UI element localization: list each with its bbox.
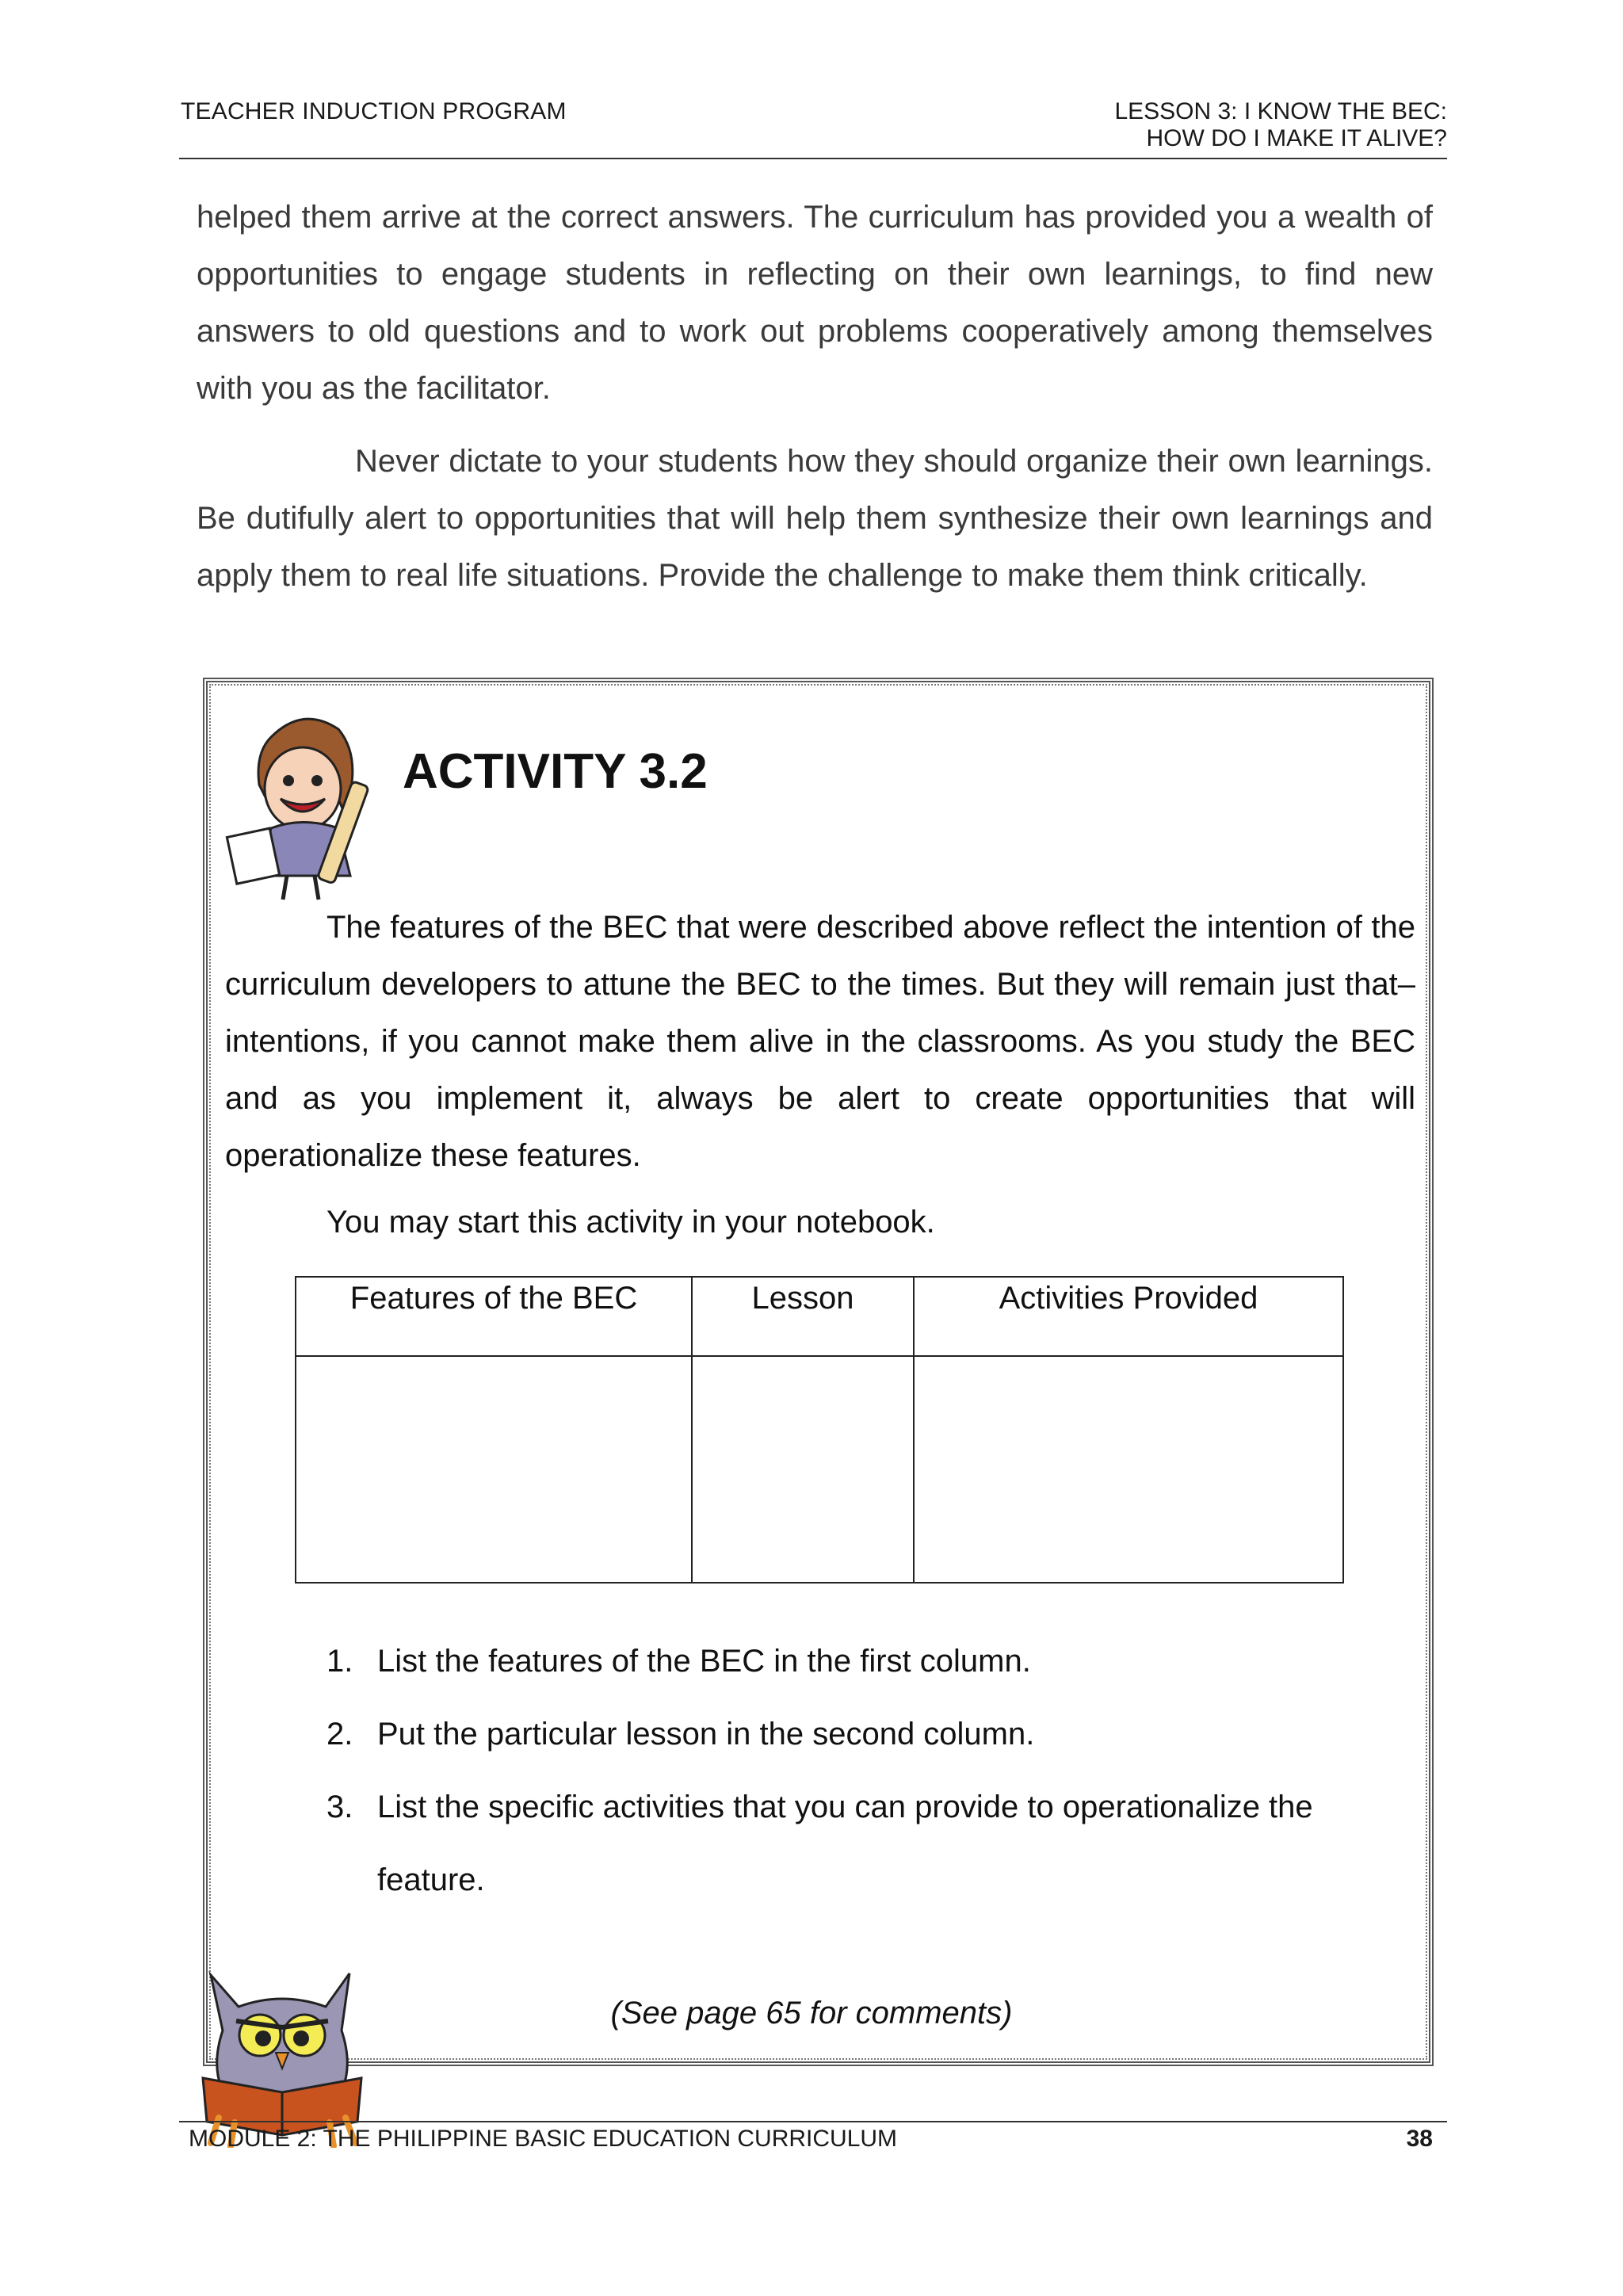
owl-reading-book-icon xyxy=(187,1959,377,2148)
header-lesson-title xyxy=(1114,98,1447,152)
bec-features-table xyxy=(295,1276,1344,1584)
step-number: 3. xyxy=(327,1790,353,1824)
table-row xyxy=(296,1356,1343,1583)
activity-intro: The features of the BEC that were described above reflect the intention of the curriculum developers to attune the BEC to the times. But they will remain just that–intentions, if you cannot make them alive in the classrooms. As you study the BEC and as you implement it, always be alert to create opportunities that will operationalize these features. xyxy=(225,910,1415,1173)
step-text: List the specific activities that you can provide to operationalize the feature. xyxy=(377,1790,1313,1897)
table-cell-lesson[interactable] xyxy=(692,1356,914,1583)
header-lesson-line1: LESSON 3: I KNOW THE BEC: xyxy=(1114,98,1447,124)
table-header-lesson: Lesson xyxy=(692,1277,914,1356)
body-paragraph-2: Never dictate to your students how they should organize their own learnings. Be dutifully alert to opportunities that will help them synthesize their own learnings and apply them to real life situations. Provide the challenge to make them think critically. xyxy=(197,444,1433,593)
body-paragraph-1: helped them arrive at the correct answers. The curriculum has provided you a wealth of opportunities to engage students in reflecting on their own learnings, to find new answers to old questions and to work out problems cooperatively among themselves with you as the facilitator. xyxy=(197,200,1433,406)
activity-title: ACTIVITY 3.2 xyxy=(403,744,708,799)
step-number: 1. xyxy=(327,1644,353,1679)
list-item xyxy=(327,1625,1396,1698)
see-page-note: (See page 65 for comments) xyxy=(610,1996,1013,2030)
step-text: Put the particular lesson in the second column. xyxy=(377,1717,1035,1752)
list-item xyxy=(327,1771,1396,1916)
table-header-features: Features of the BEC xyxy=(296,1277,692,1356)
activity-instruction: You may start this activity in your notebook. xyxy=(327,1205,935,1240)
header-program-title: TEACHER INDUCTION PROGRAM xyxy=(181,98,567,124)
header-lesson-line2: HOW DO I MAKE IT ALIVE? xyxy=(1146,125,1447,151)
header-rule xyxy=(179,158,1447,159)
footer-module-title: MODULE 2: THE PHILIPPINE BASIC EDUCATION CURRICULUM xyxy=(189,2126,898,2152)
step-text: List the features of the BEC in the first column. xyxy=(377,1644,1031,1679)
list-item xyxy=(327,1698,1396,1771)
table-header-activities: Activities Provided xyxy=(914,1277,1343,1356)
teacher-with-pencil-icon xyxy=(223,705,382,904)
page-number: 38 xyxy=(1406,2126,1433,2152)
table-header-row xyxy=(296,1277,1343,1356)
table-cell-activities[interactable] xyxy=(914,1356,1343,1583)
table-cell-features[interactable] xyxy=(296,1356,692,1583)
footer-rule xyxy=(179,2121,1447,2122)
step-number: 2. xyxy=(327,1717,353,1752)
activity-steps xyxy=(327,1625,1396,1916)
